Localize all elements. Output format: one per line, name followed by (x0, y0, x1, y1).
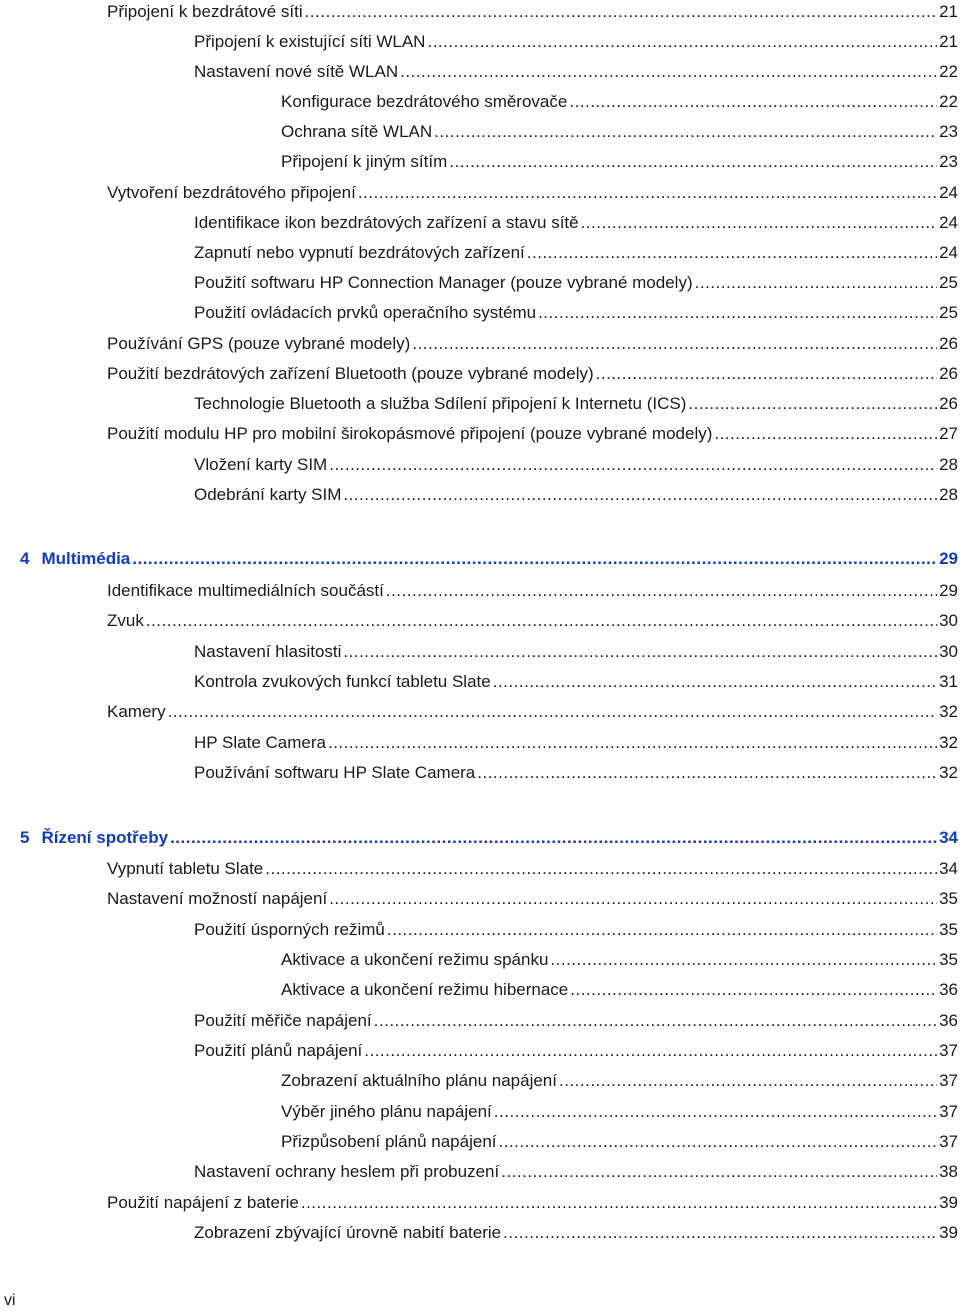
dot-leader (695, 271, 937, 295)
dot-leader (146, 609, 937, 633)
toc-entry[interactable] (107, 362, 958, 386)
toc-entry[interactable] (194, 1039, 958, 1063)
dot-leader (343, 640, 937, 664)
toc-entry[interactable] (194, 918, 958, 942)
toc-entry-page: 32 (939, 763, 958, 782)
toc-entry[interactable] (194, 241, 958, 265)
toc-entry-page: 27 (939, 424, 958, 443)
toc-entry[interactable] (107, 887, 958, 911)
dot-leader (328, 731, 937, 755)
toc-entry[interactable] (194, 670, 958, 694)
toc-entry-page: 35 (939, 889, 958, 908)
toc-entry[interactable] (107, 700, 958, 724)
toc-entry-page: 25 (939, 273, 958, 292)
toc-entry[interactable] (107, 857, 958, 881)
toc-entry-page: 28 (939, 485, 958, 504)
toc-entry-page: 37 (939, 1132, 958, 1151)
toc-entry-title: Použití napájení z baterie (107, 1193, 299, 1212)
toc-entry[interactable] (194, 1009, 958, 1033)
toc-entry-title: Vložení karty SIM (194, 455, 328, 474)
toc-entry-title: Aktivace a ukončení režimu spánku (281, 950, 549, 969)
dot-leader (449, 150, 937, 174)
toc-chapter-entry[interactable] (20, 547, 958, 571)
toc-entry-page: 34 (939, 859, 958, 878)
page-number: vi (4, 1292, 16, 1309)
toc-entry-title: Konfigurace bezdrátového směrovače (281, 92, 568, 111)
toc-entry-title: Použití modulu HP pro mobilní širokopásmové připojení (pouze vybrané modely) (107, 424, 713, 443)
toc-entry[interactable] (194, 453, 958, 477)
toc-entry[interactable] (194, 392, 958, 416)
toc-entry-title: Výběr jiného plánu napájení (281, 1102, 492, 1121)
toc-entry-title: Zobrazení aktuálního plánu napájení (281, 1071, 557, 1090)
toc-entry-page: 25 (939, 303, 958, 322)
dot-leader (400, 60, 937, 84)
dot-leader (329, 453, 937, 477)
toc-entry-title: Zvuk (107, 611, 144, 630)
toc-chapter-entry[interactable] (20, 826, 958, 850)
toc-entry[interactable] (194, 60, 958, 84)
toc-entry[interactable] (107, 181, 958, 205)
dot-leader (499, 1130, 938, 1154)
toc-entry-page: 29 (939, 581, 958, 600)
dot-leader (559, 1069, 937, 1093)
toc-entry[interactable] (194, 761, 958, 785)
chapter-number: 4 (20, 549, 30, 568)
toc-entry-page: 26 (939, 364, 958, 383)
dot-leader (569, 90, 937, 114)
toc-entry-title: Použití ovládacích prvků operačního systému (194, 303, 537, 322)
dot-leader (570, 978, 937, 1002)
dot-leader (581, 211, 937, 235)
toc-entry-title: HP Slate Camera (194, 733, 326, 752)
toc-entry-title: Použití úsporných režimů (194, 920, 385, 939)
toc-entry-title: Kamery (107, 702, 166, 721)
toc-entry-title: Řízení spotřeby (41, 828, 169, 847)
toc-entry[interactable] (107, 0, 958, 24)
dot-leader (387, 918, 937, 942)
dot-leader (329, 887, 937, 911)
dot-leader (170, 826, 937, 850)
toc-entry-title: Identifikace ikon bezdrátových zařízení a stavu sítě (194, 213, 579, 232)
toc-entry-page: 29 (939, 549, 958, 568)
dot-leader (358, 181, 937, 205)
toc-entry-title: Připojení k bezdrátové síti (107, 2, 303, 21)
toc-entry-title: Používání softwaru HP Slate Camera (194, 763, 476, 782)
toc-entry-page: 38 (939, 1162, 958, 1181)
toc-entry-title: Ochrana sítě WLAN (281, 122, 433, 141)
dot-leader (434, 120, 937, 144)
toc-entry-page: 37 (939, 1071, 958, 1090)
chapter-number: 5 (20, 828, 30, 847)
toc-entry[interactable] (194, 731, 958, 755)
toc-entry-title: Nastavení ochrany heslem při probuzení (194, 1162, 500, 1181)
toc-entry-title: Nastavení nové sítě WLAN (194, 62, 399, 81)
toc-entry-title: Odebrání karty SIM (194, 485, 342, 504)
toc-entry-page: 37 (939, 1041, 958, 1060)
toc-entry-page: 23 (939, 152, 958, 171)
dot-leader (493, 670, 937, 694)
toc-entry[interactable] (281, 1100, 958, 1124)
dot-leader (714, 422, 937, 446)
toc-entry[interactable] (107, 1191, 958, 1215)
toc-entry[interactable] (194, 30, 958, 54)
toc-entry-page: 21 (939, 32, 958, 51)
dot-leader (301, 1191, 937, 1215)
toc-entry[interactable] (107, 332, 958, 356)
toc-entry-page: 37 (939, 1102, 958, 1121)
toc-entry[interactable] (107, 579, 958, 603)
dot-leader (374, 1009, 937, 1033)
toc-entry[interactable] (107, 609, 958, 633)
toc-entry-page: 35 (939, 950, 958, 969)
toc-entry-title: Nastavení možností napájení (107, 889, 328, 908)
toc-entry[interactable] (281, 1069, 958, 1093)
toc-entry-title: Aktivace a ukončení režimu hibernace (281, 980, 569, 999)
toc-entry-title: Připojení k existující síti WLAN (194, 32, 426, 51)
toc-entry-page: 34 (939, 828, 958, 847)
toc-entry-page: 39 (939, 1193, 958, 1212)
toc-entry-page: 22 (939, 62, 958, 81)
toc-entry-title: Technologie Bluetooth a služba Sdílení připojení k Internetu (ICS) (194, 394, 687, 413)
toc-entry-title: Kontrola zvukových funkcí tabletu Slate (194, 672, 491, 691)
toc-entry[interactable] (194, 301, 958, 325)
dot-leader (538, 301, 937, 325)
toc-entry[interactable] (281, 1130, 958, 1154)
toc-entry-title: Vytvoření bezdrátového připojení (107, 183, 356, 202)
dot-leader (494, 1100, 937, 1124)
dot-leader (503, 1221, 937, 1245)
toc-entry-page: 26 (939, 334, 958, 353)
dot-leader (305, 0, 937, 24)
dot-leader (343, 483, 937, 507)
toc-entry-title: Použití měřiče napájení (194, 1011, 372, 1030)
dot-leader (386, 579, 937, 603)
toc-entry[interactable] (281, 150, 958, 174)
toc-entry-title: Použití softwaru HP Connection Manager (pouze vybrané modely) (194, 273, 693, 292)
toc-entry-page: 22 (939, 92, 958, 111)
toc-entry-title: Zobrazení zbývající úrovně nabití baterie (194, 1223, 502, 1242)
toc-entry-page: 26 (939, 394, 958, 413)
toc-entry-title: Přizpůsobení plánů napájení (281, 1132, 497, 1151)
toc-entry[interactable] (281, 948, 958, 972)
dot-leader (501, 1160, 937, 1184)
toc-entry-page: 30 (939, 642, 958, 661)
toc-entry-title: Použití bezdrátových zařízení Bluetooth (pouze vybrané modely) (107, 364, 594, 383)
toc-entry-page: 36 (939, 980, 958, 999)
toc-entry-page: 36 (939, 1011, 958, 1030)
toc-entry[interactable] (281, 978, 958, 1002)
toc-entry-title: Nastavení hlasitosti (194, 642, 342, 661)
dot-leader (527, 241, 937, 265)
toc-entry-page: 23 (939, 122, 958, 141)
toc-entry[interactable] (281, 90, 958, 114)
dot-leader (364, 1039, 937, 1063)
toc-entry-page: 32 (939, 733, 958, 752)
toc-entry-title: Vypnutí tabletu Slate (107, 859, 264, 878)
toc-entry[interactable] (194, 1221, 958, 1245)
toc-entry[interactable] (194, 271, 958, 295)
toc-entry[interactable] (194, 1160, 958, 1184)
toc-entry-title: Používání GPS (pouze vybrané modely) (107, 334, 411, 353)
dot-leader (427, 30, 937, 54)
dot-leader (477, 761, 937, 785)
toc-entry[interactable] (194, 211, 958, 235)
toc-entry[interactable] (281, 120, 958, 144)
toc-entry-page: 31 (939, 672, 958, 691)
toc-entry[interactable] (107, 422, 958, 446)
dot-leader (132, 547, 937, 571)
toc-entry-page: 32 (939, 702, 958, 721)
dot-leader (550, 948, 937, 972)
dot-leader (168, 700, 938, 724)
toc-entry-title: Multimédia (41, 549, 131, 568)
toc-entry-page: 35 (939, 920, 958, 939)
toc-entry-title: Připojení k jiným sítím (281, 152, 448, 171)
toc-entry-page: 21 (939, 2, 958, 21)
toc-entry[interactable] (194, 483, 958, 507)
toc-entry-title: Použití plánů napájení (194, 1041, 363, 1060)
toc-entry-page: 28 (939, 455, 958, 474)
dot-leader (596, 362, 937, 386)
dot-leader (688, 392, 937, 416)
toc-entry[interactable] (194, 640, 958, 664)
toc-entry-page: 39 (939, 1223, 958, 1242)
toc-entry-page: 24 (939, 183, 958, 202)
toc-entry-title: Identifikace multimediálních součástí (107, 581, 384, 600)
toc-entry-title: Zapnutí nebo vypnutí bezdrátových zařízení (194, 243, 525, 262)
toc-entry-page: 24 (939, 213, 958, 232)
toc-entry-page: 24 (939, 243, 958, 262)
dot-leader (265, 857, 937, 881)
toc-entry-page: 30 (939, 611, 958, 630)
dot-leader (412, 332, 937, 356)
